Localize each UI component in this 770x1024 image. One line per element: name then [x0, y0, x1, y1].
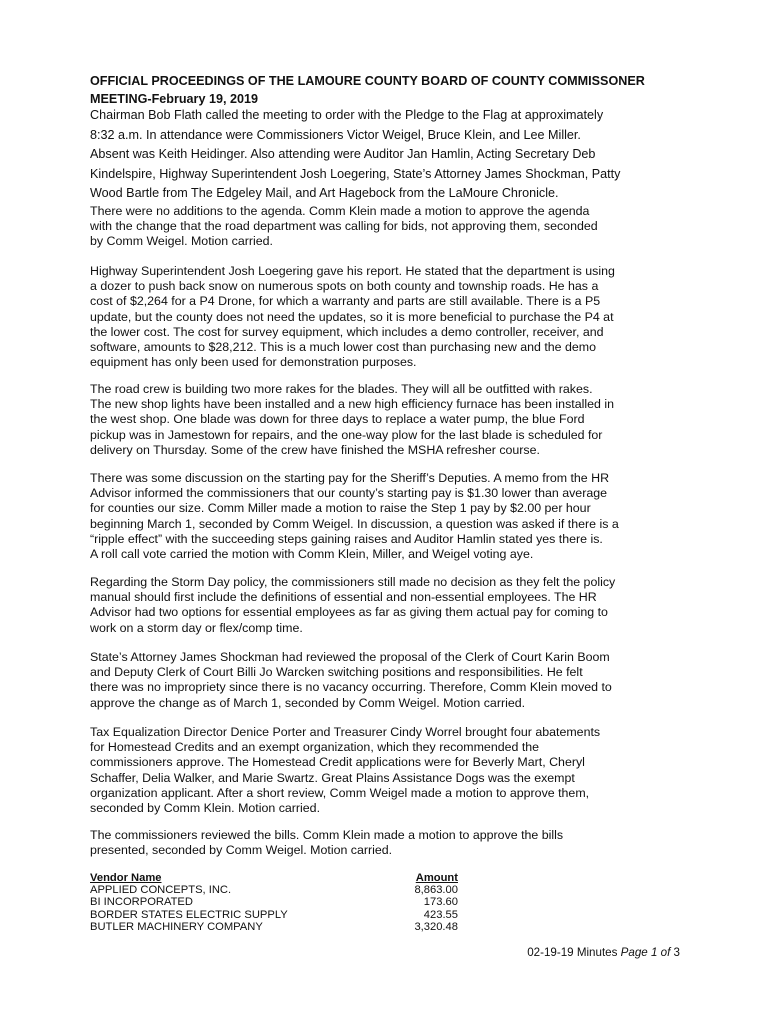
- table-row: [90, 909, 470, 921]
- footer-page-word: Page: [620, 946, 648, 959]
- paragraph-highway-report: [90, 264, 690, 370]
- text-line: and Deputy Clerk of Court Billi Jo Warcken switching positions and responsibilities. He felt: [90, 665, 583, 680]
- amount-cell: 3,320.48: [414, 920, 458, 933]
- text-line: seconded by Comm Klein. Motion carried.: [90, 801, 321, 816]
- text-line: Absent was Keith Heidinger. Also attending were Auditor Jan Hamlin, Acting Secretary Deb: [90, 147, 596, 161]
- intro-paragraph: [90, 106, 690, 204]
- bills-table: [90, 872, 470, 933]
- text-line: Schaffer, Delia Walker, and Marie Swartz. Great Plains Assistance Dogs was the exempt: [90, 770, 575, 785]
- text-line: update, but the county does not need the updates, so it is more beneficial to purchase the P4 at: [90, 309, 614, 324]
- text-line: “ripple effect” with the succeeding steps gaining raises and Auditor Hamlin stated yes there is.: [90, 531, 603, 546]
- text-line: Chairman Bob Flath called the meeting to order with the Pledge to the Flag at approximately: [90, 108, 604, 122]
- text-line: equipment has only been used for demonstration purposes.: [90, 355, 417, 370]
- vendor-cell: BI INCORPORATED: [90, 896, 193, 909]
- vendor-cell: BORDER STATES ELECTRIC SUPPLY: [90, 908, 288, 921]
- table-row: [90, 884, 470, 896]
- title-line: OFFICIAL PROCEEDINGS OF THE LAMOURE COUNTY BOARD OF COUNTY COMMISSONER: [90, 74, 645, 88]
- text-line: cost of $2,264 for a P4 Drone, for which a warranty and parts are still available. There is a P5: [90, 294, 601, 309]
- paragraph-agenda: [90, 204, 690, 250]
- text-line: The commissioners reviewed the bills. Comm Klein made a motion to approve the bills: [90, 828, 564, 842]
- text-line: presented, seconded by Comm Weigel. Motion carried.: [90, 843, 393, 858]
- footer-page-number: 1: [650, 946, 658, 959]
- text-line: beginning March 1, seconded by Comm Weigel. In discussion, a question was asked if there is a: [90, 516, 619, 531]
- footer-of-word: of: [660, 946, 671, 959]
- text-line: the lower cost. The cost for survey equipment, which includes a demo controller, receiver, and: [90, 324, 604, 339]
- text-line: for Homestead Credits and an exempt organization, which they recommended the: [90, 740, 540, 755]
- footer-total-pages: 3: [673, 946, 680, 959]
- text-line: approve the change as of March 1, seconded by Comm Weigel. Motion carried.: [90, 695, 526, 710]
- text-line: software, amounts to $28,212. This is a much lower cost than purchasing new and the demo: [90, 340, 597, 355]
- text-line: for counties our size. Comm Miller made a motion to raise the Step 1 pay by $2.00 per hour: [90, 501, 591, 516]
- amount-cell: 423.55: [423, 908, 458, 921]
- text-line: Highway Superintendent Josh Loegering gave his report. He stated that the department is using: [90, 264, 615, 278]
- footer-prefix: 02-19-19 Minutes: [527, 946, 621, 959]
- vendor-cell: BUTLER MACHINERY COMPANY: [90, 920, 263, 933]
- text-line: with the change that the road department was calling for bids, not approving them, seconded: [90, 219, 598, 234]
- text-line: Wood Bartle from The Edgeley Mail, and Art Hagebock from the LaMoure Chronicle.: [90, 186, 559, 200]
- text-line: work on a storm day or flex/comp time.: [90, 620, 303, 635]
- table-row: [90, 921, 470, 933]
- text-line: by Comm Weigel. Motion carried.: [90, 234, 273, 249]
- text-line: The road crew is building two more rakes for the blades. They will all be outfitted with rakes.: [90, 382, 593, 396]
- paragraph-storm-day: [90, 575, 690, 636]
- text-line: commissioners approve. The Homestead Credit applications were for Beverly Mart, Cheryl: [90, 755, 585, 770]
- text-line: A roll call vote carried the motion with Comm Klein, Miller, and Weigel voting aye.: [90, 547, 534, 562]
- paragraph-abatements: [90, 725, 690, 816]
- text-line: Kindelspire, Highway Superintendent Josh Loegering, State’s Attorney James Shockman, Patty: [90, 166, 621, 181]
- title-line: MEETING-February 19, 2019: [90, 92, 258, 106]
- text-line: a dozer to push back snow on numerous spots on both county and township roads. He has a: [90, 279, 599, 294]
- text-line: Advisor had two options for essential employees as far as giving them actual pay for coming to: [90, 605, 608, 620]
- text-line: There was some discussion on the starting pay for the Sheriff’s Deputies. A memo from the HR: [90, 471, 610, 485]
- text-line: the west shop. One blade was down for three days to replace a water pump, the blue Ford: [90, 412, 585, 427]
- table-row: [90, 896, 470, 908]
- page-title: [90, 72, 690, 108]
- text-line: Tax Equalization Director Denice Porter and Treasurer Cindy Worrel brought four abatements: [90, 725, 601, 739]
- vendor-column-header: Vendor Name: [90, 872, 162, 884]
- amount-column-header: Amount: [415, 872, 458, 884]
- paragraph-deputies-pay: [90, 471, 690, 562]
- text-line: manual should first include the definitions of essential and non-essential employees. The HR: [90, 590, 597, 605]
- amount-cell: 173.60: [423, 896, 458, 909]
- paragraph-road-crew: [90, 382, 690, 458]
- amount-cell: 8,863.00: [414, 884, 458, 897]
- text-line: There were no additions to the agenda. Comm Klein made a motion to approve the agenda: [90, 204, 590, 218]
- table-header: [90, 872, 470, 884]
- text-line: Regarding the Storm Day policy, the commissioners still made no decision as they felt the policy: [90, 575, 616, 589]
- text-line: pickup was in Jamestown for repairs, and the one-way plow for the last blade is scheduled for: [90, 427, 603, 442]
- text-line: there was no impropriety since there is no vacancy occurring. Therefore, Comm Klein moved to: [90, 680, 612, 695]
- page-footer: [470, 946, 680, 959]
- text-line: The new shop lights have been installed and a new high efficiency furnace has been installed in: [90, 397, 614, 412]
- text-line: 8:32 a.m. In attendance were Commissioners Victor Weigel, Bruce Klein, and Lee Miller.: [90, 127, 581, 142]
- vendor-cell: APPLIED CONCEPTS, INC.: [90, 884, 232, 897]
- paragraph-bills: [90, 828, 690, 858]
- text-line: organization applicant. After a short review, Comm Weigel made a motion to approve them,: [90, 785, 590, 800]
- text-line: Advisor informed the commissioners that our county’s starting pay is $1.30 lower than average: [90, 486, 607, 501]
- paragraph-clerk-of-court: [90, 650, 690, 711]
- text-line: State’s Attorney James Shockman had reviewed the proposal of the Clerk of Court Karin Boom: [90, 650, 610, 664]
- text-line: delivery on Thursday. Some of the crew have finished the MSHA refresher course.: [90, 442, 540, 457]
